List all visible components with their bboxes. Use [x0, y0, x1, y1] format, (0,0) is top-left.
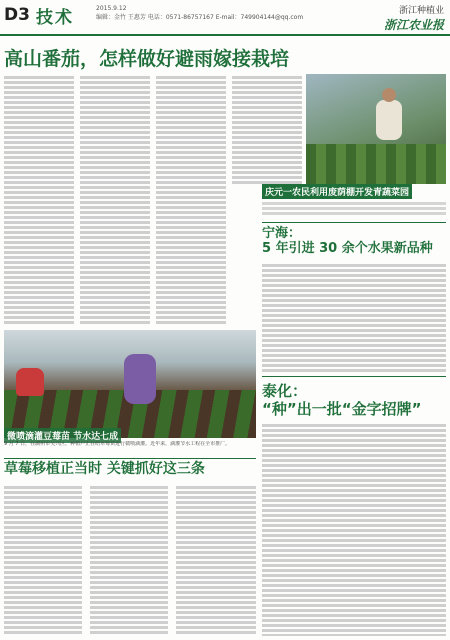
body-column [4, 74, 74, 324]
page-header [0, 0, 450, 36]
article2-title: 宁海： [262, 226, 302, 241]
date-line: 2015.9.12 [96, 5, 127, 12]
headline2: 草莓移植正当时 关键抓好这三条 [4, 461, 205, 477]
body-column [176, 484, 256, 636]
divider [262, 222, 446, 223]
farmer-photo [306, 74, 446, 184]
article3-title: 泰化： [262, 382, 308, 400]
photo2-note: 9 月 7 日，在湖州市吴兴区，种植户正在给草莓苗进行微喷滴灌。近年来，滴灌节水工程在全市推广。 [4, 441, 231, 447]
body-column [80, 74, 150, 324]
greenhouse-photo [4, 330, 256, 438]
page-number: D3 [4, 5, 30, 25]
article3-subtitle: “种”出一批“金字招牌” [262, 400, 422, 418]
main-headline: 高山番茄，怎样做好避雨嫁接栽培 [4, 48, 290, 70]
article3-body [262, 422, 446, 636]
paper-name: 浙江农业报 [383, 18, 444, 32]
body-column [4, 484, 82, 636]
body-column [90, 484, 168, 636]
section-title: 技术 [36, 8, 74, 28]
body-column [156, 74, 226, 324]
masthead [384, 3, 444, 33]
body-column [232, 74, 302, 184]
article2-subtitle: 5 年引进 30 余个水果新品种 [262, 241, 433, 256]
editor-line: 编辑：金竹 王惠芳 电话：0571-86757167 E-mail：749904144@qq.com [96, 14, 304, 21]
divider [4, 458, 256, 459]
photo1-caption: 庆元一农民利用废荫棚开发青蔬菜园 [262, 184, 412, 199]
divider [262, 376, 446, 377]
article2-body [262, 262, 446, 372]
photo2-caption: 微喷滴灌豆莓苗 节水达七成 [4, 428, 121, 443]
header-meta [96, 4, 303, 22]
photo1-note [262, 200, 446, 216]
region-label: 浙江种植业 [398, 6, 444, 16]
